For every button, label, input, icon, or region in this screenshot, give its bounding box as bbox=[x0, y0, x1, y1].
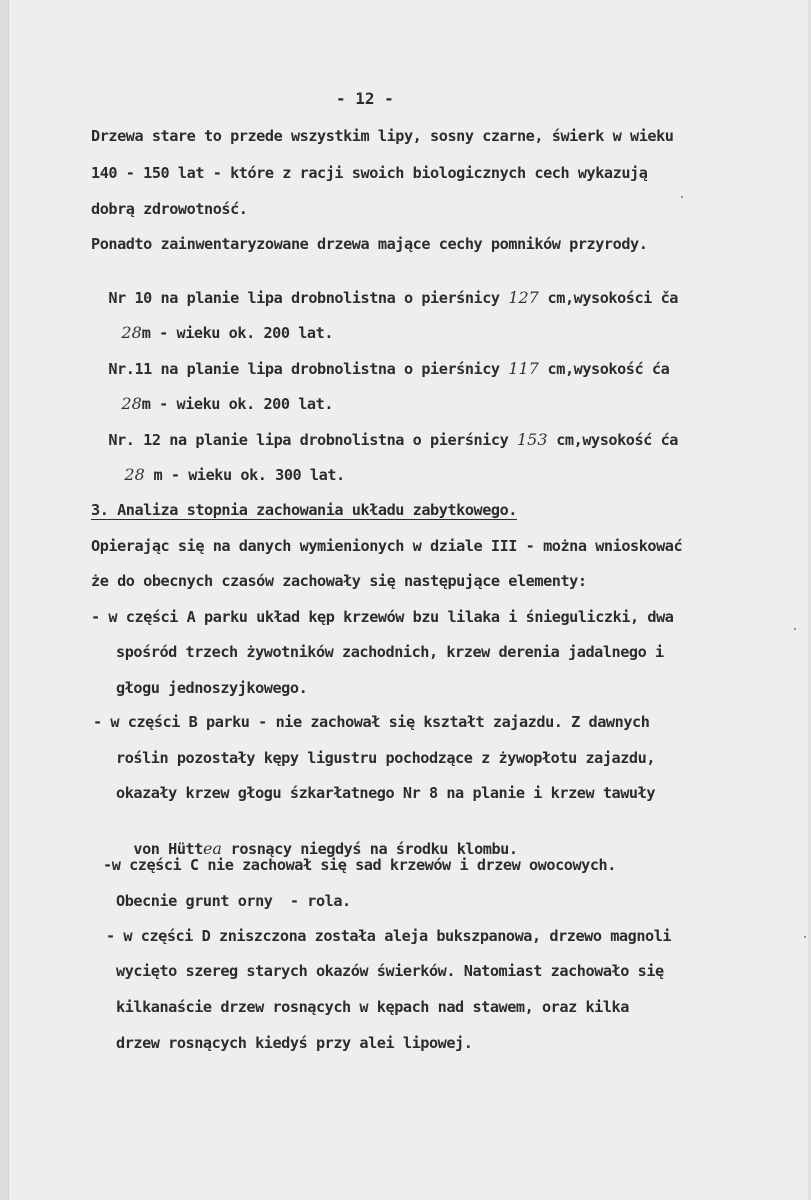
paper-speck bbox=[794, 628, 796, 630]
page-left-edge bbox=[0, 0, 8, 1200]
text-line-1: Drzewa stare to przede wszystkim lipy, sosny czarne, świerk w wieku bbox=[91, 127, 674, 145]
handwritten-height-28-a: 28 bbox=[121, 323, 142, 342]
text-line-23: - w części D zniszczona została aleja bukszpanowa, drzewo magnoli bbox=[106, 927, 672, 945]
text-line-4: Ponadto zainwentaryzowane drzewa mające cechy pomników przyrody. bbox=[91, 235, 648, 253]
text-line-21: -w części C nie zachował się sad krzewów i drzew owocowych. bbox=[103, 856, 616, 874]
text-line-9 bbox=[91, 410, 678, 450]
text-line-12: Opierając się na danych wymienionych w dziale III - można wnioskować bbox=[91, 537, 683, 555]
text-line-16: głogu jednoszyjkowego. bbox=[116, 679, 308, 697]
text-line-26: drzew rosnących kiedyś przy alei lipowej. bbox=[116, 1034, 473, 1052]
text-line-13: że do obecnych czasów zachowały się następujące elementy: bbox=[91, 572, 587, 590]
text-line-19: okazały krzew głogu śzkarłatnego Nr 8 na planie i krzew tawuły bbox=[116, 784, 656, 802]
text-line-10 bbox=[107, 445, 345, 485]
line-9-text-b: cm,wysokość ća bbox=[547, 431, 678, 449]
paper-speck bbox=[681, 196, 683, 198]
handwritten-height-28-b: 28 bbox=[121, 394, 142, 413]
line-7-text-b: cm,wysokość ća bbox=[538, 360, 670, 378]
line-10-text: m - wieku ok. 300 lat. bbox=[144, 466, 345, 484]
line-7-text-a: Nr.11 na planie lipa drobnolistna o pierśnicy bbox=[108, 360, 509, 378]
text-line-18: roślin pozostały kępy ligustru pochodzące z żywopłotu zajazdu, bbox=[116, 749, 656, 767]
text-line-2: 140 - 150 lat - które z racji swoich biologicznych cech wykazują bbox=[91, 164, 648, 182]
text-line-22: Obecnie grunt orny - rola. bbox=[116, 892, 351, 910]
line-20-text-a: von Hütt bbox=[133, 840, 203, 858]
text-line-17: - w części B parku - nie zachował się kształt zajazdu. Z dawnych bbox=[93, 713, 650, 731]
line-20-text-b: rosnący niegdyś na środku klombu. bbox=[221, 840, 518, 858]
page-number: - 12 - bbox=[336, 89, 394, 108]
handwritten-girth-153: 153 bbox=[517, 430, 548, 449]
line-9-text-a: Nr. 12 na planie lipa drobnolistna o pierśnicy bbox=[108, 431, 517, 449]
text-line-7 bbox=[91, 339, 669, 379]
section-heading: 3. Analiza stopnia zachowania układu zabytkowego. bbox=[91, 501, 517, 519]
line-6-text: m - wieku ok. 200 lat. bbox=[141, 324, 334, 342]
text-line-25: kilkanaście drzew rosnących w kępach nad stawem, oraz kilka bbox=[116, 998, 629, 1016]
text-line-6 bbox=[104, 303, 333, 343]
handwritten-height-28-c: 28 bbox=[124, 465, 145, 484]
text-line-8 bbox=[104, 374, 333, 414]
text-line-15: spośród trzech żywotników zachodnich, krzew derenia jadalnego i bbox=[116, 643, 664, 661]
line-5-text-b: cm,wysokości ča bbox=[538, 289, 678, 307]
handwritten-girth-117: 117 bbox=[508, 359, 539, 378]
text-line-5 bbox=[91, 268, 678, 308]
line-5-text-a: Nr 10 na planie lipa drobnolistna o pierśnicy bbox=[108, 289, 509, 307]
line-8-text: m - wieku ok. 200 lat. bbox=[141, 395, 334, 413]
text-line-3: dobrą zdrowotność. bbox=[91, 200, 248, 218]
text-line-20 bbox=[116, 819, 518, 859]
text-line-14: - w części A parku układ kęp krzewów bzu lilaka i śnieguliczki, dwa bbox=[91, 608, 674, 626]
paper-speck bbox=[804, 936, 806, 938]
handwritten-girth-127: 127 bbox=[508, 288, 539, 307]
text-line-24: wycięto szereg starych okazów świerków. Natomiast zachowało się bbox=[116, 962, 664, 980]
handwritten-correction-ea: ea bbox=[202, 839, 222, 858]
